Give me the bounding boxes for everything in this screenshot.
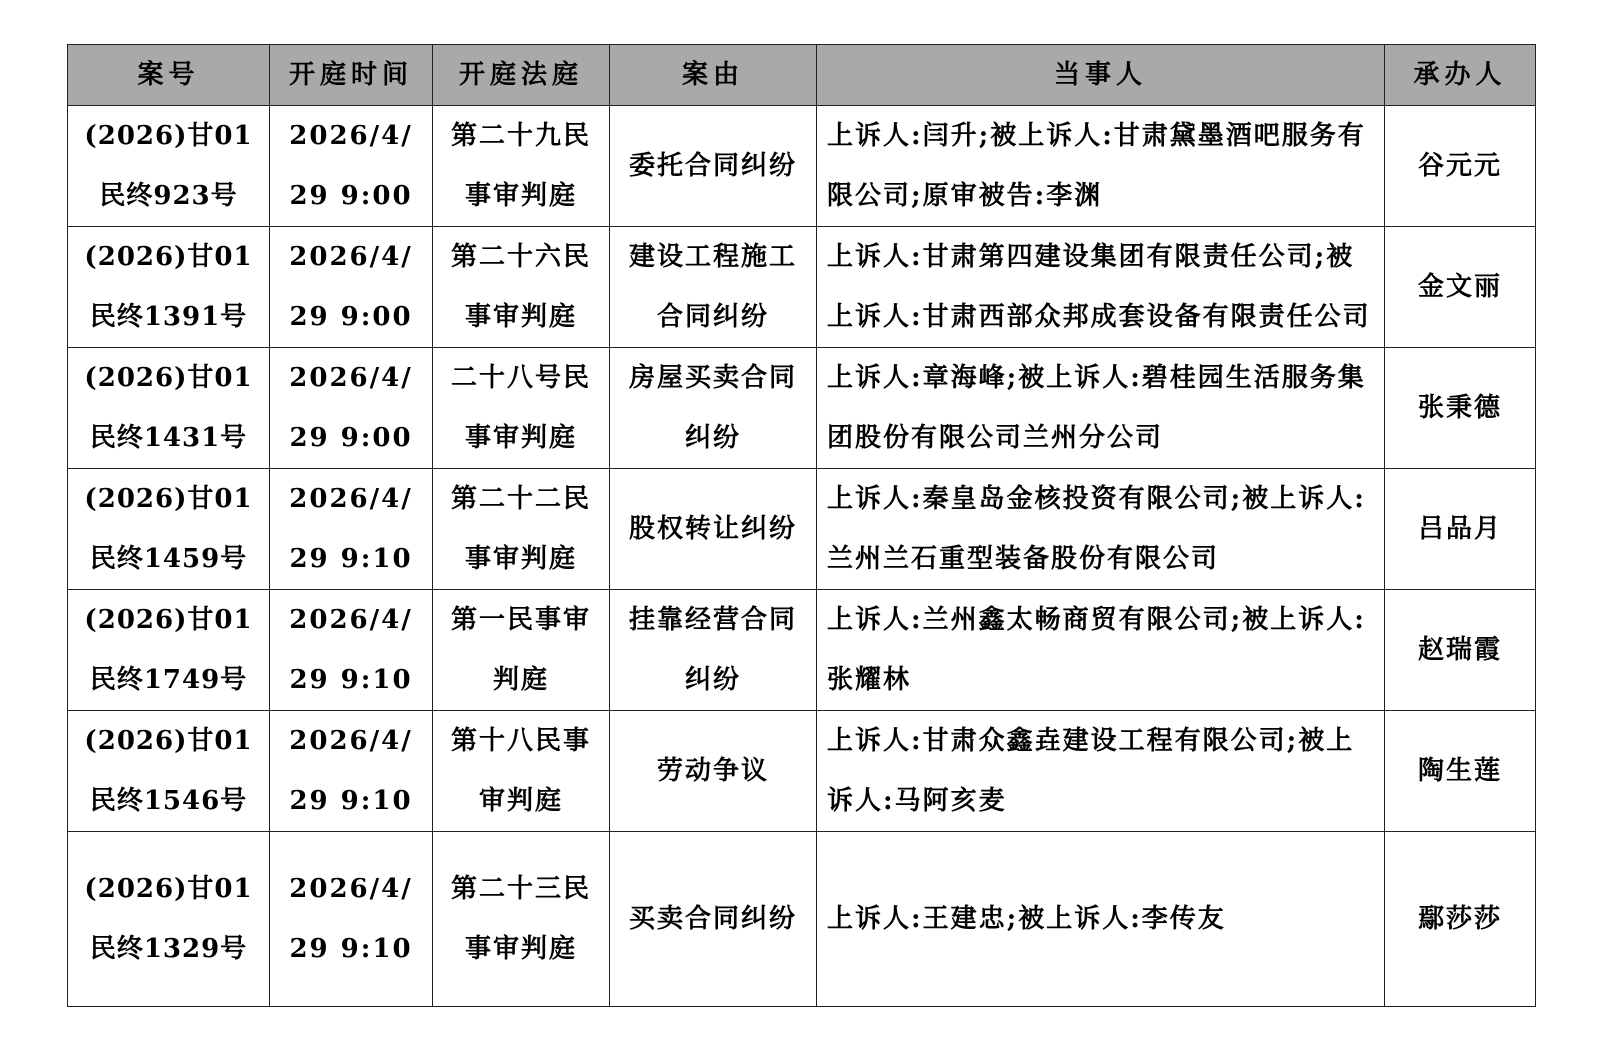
parties-cell <box>817 590 1385 711</box>
courtroom: 第二十六民事审判庭 <box>450 242 591 332</box>
cause: 劳动争议 <box>656 756 769 786</box>
cause-cell <box>610 469 817 590</box>
case-number: (2026)甘01民终1431号 <box>84 363 253 453</box>
header-handler: 承办人 <box>1385 45 1536 106</box>
handler: 金文丽 <box>1417 272 1502 302</box>
case-number: (2026)甘01民终923号 <box>84 121 253 211</box>
table-row <box>68 832 1536 1007</box>
handler-cell <box>1385 832 1536 1007</box>
courtroom-cell <box>433 106 610 227</box>
case-number-cell <box>68 348 270 469</box>
handler-cell <box>1385 227 1536 348</box>
cause-cell <box>610 590 817 711</box>
handler: 鄢莎莎 <box>1417 904 1502 934</box>
parties: 上诉人:甘肃第四建设集团有限责任公司;被上诉人:甘肃西部众邦成套设备有限责任公司 <box>827 242 1371 332</box>
parties-cell <box>817 711 1385 832</box>
case-number: (2026)甘01民终1391号 <box>84 242 253 332</box>
case-number-cell <box>68 832 270 1007</box>
parties: 上诉人:章海峰;被上诉人:碧桂园生活服务集团股份有限公司兰州分公司 <box>827 363 1366 453</box>
cause-cell <box>610 711 817 832</box>
hearing-time: 2026/4/29 9:10 <box>289 605 413 695</box>
courtroom-cell <box>433 711 610 832</box>
handler: 陶生莲 <box>1417 756 1502 786</box>
courtroom-cell <box>433 348 610 469</box>
case-number-cell <box>68 590 270 711</box>
cause-cell <box>610 348 817 469</box>
cause-cell <box>610 106 817 227</box>
courtroom: 第十八民事审判庭 <box>450 726 591 816</box>
table-row <box>68 590 1536 711</box>
hearing-time: 2026/4/29 9:00 <box>289 363 413 453</box>
table-row <box>68 227 1536 348</box>
table-header-row <box>68 45 1536 106</box>
case-number-cell <box>68 106 270 227</box>
hearing-time-cell <box>270 832 433 1007</box>
courtroom-cell <box>433 469 610 590</box>
cause: 买卖合同纠纷 <box>628 904 797 934</box>
parties-cell <box>817 106 1385 227</box>
parties: 上诉人:兰州鑫太畅商贸有限公司;被上诉人:张耀林 <box>827 605 1366 695</box>
handler: 谷元元 <box>1417 151 1502 181</box>
cause-cell <box>610 832 817 1007</box>
hearing-schedule-sheet <box>67 44 1535 1007</box>
handler-cell <box>1385 590 1536 711</box>
cause: 股权转让纠纷 <box>628 514 797 544</box>
case-number-cell <box>68 469 270 590</box>
courtroom: 第一民事审判庭 <box>450 605 591 695</box>
case-number: (2026)甘01民终1459号 <box>84 484 253 574</box>
table-row <box>68 711 1536 832</box>
hearing-time-cell <box>270 106 433 227</box>
handler: 张秉德 <box>1417 393 1502 423</box>
header-cause: 案由 <box>610 45 817 106</box>
table-row <box>68 348 1536 469</box>
handler-cell <box>1385 711 1536 832</box>
courtroom-cell <box>433 590 610 711</box>
case-number: (2026)甘01民终1546号 <box>84 726 253 816</box>
cause-cell <box>610 227 817 348</box>
courtroom-cell <box>433 832 610 1007</box>
hearing-time-cell <box>270 469 433 590</box>
handler-cell <box>1385 106 1536 227</box>
hearing-time: 2026/4/29 9:00 <box>289 242 413 332</box>
case-number-cell <box>68 711 270 832</box>
handler-cell <box>1385 348 1536 469</box>
header-parties: 当事人 <box>817 45 1385 106</box>
parties: 上诉人:闫升;被上诉人:甘肃黛墨酒吧服务有限公司;原审被告:李渊 <box>827 121 1366 211</box>
handler: 吕品月 <box>1417 514 1502 544</box>
hearing-time: 2026/4/29 9:10 <box>289 484 413 574</box>
hearing-time: 2026/4/29 9:00 <box>289 121 413 211</box>
courtroom: 第二十三民事审判庭 <box>450 874 591 964</box>
hearing-time: 2026/4/29 9:10 <box>289 726 413 816</box>
header-courtroom: 开庭法庭 <box>433 45 610 106</box>
handler-cell <box>1385 469 1536 590</box>
cause: 挂靠经营合同纠纷 <box>628 605 797 695</box>
parties-cell <box>817 832 1385 1007</box>
parties: 上诉人:甘肃众鑫垚建设工程有限公司;被上诉人:马阿亥麦 <box>827 726 1355 816</box>
hearing-time-cell <box>270 348 433 469</box>
header-hearing-time: 开庭时间 <box>270 45 433 106</box>
hearing-time: 2026/4/29 9:10 <box>289 874 413 964</box>
handler: 赵瑞霞 <box>1417 635 1502 665</box>
table-row <box>68 469 1536 590</box>
hearing-schedule-table <box>67 44 1536 1007</box>
case-number-cell <box>68 227 270 348</box>
parties-cell <box>817 227 1385 348</box>
parties-cell <box>817 469 1385 590</box>
courtroom-cell <box>433 227 610 348</box>
cause: 房屋买卖合同纠纷 <box>628 363 797 453</box>
case-number: (2026)甘01民终1749号 <box>84 605 253 695</box>
header-case-number: 案号 <box>68 45 270 106</box>
hearing-time-cell <box>270 227 433 348</box>
hearing-time-cell <box>270 590 433 711</box>
case-number: (2026)甘01民终1329号 <box>84 874 253 964</box>
parties: 上诉人:秦皇岛金核投资有限公司;被上诉人:兰州兰石重型装备股份有限公司 <box>827 484 1366 574</box>
parties-cell <box>817 348 1385 469</box>
hearing-time-cell <box>270 711 433 832</box>
courtroom: 第二十二民事审判庭 <box>450 484 591 574</box>
courtroom: 二十八号民事审判庭 <box>450 363 591 453</box>
table-row <box>68 106 1536 227</box>
cause: 委托合同纠纷 <box>628 151 797 181</box>
cause: 建设工程施工合同纠纷 <box>628 242 797 332</box>
courtroom: 第二十九民事审判庭 <box>450 121 591 211</box>
parties: 上诉人:王建忠;被上诉人:李传友 <box>827 904 1226 934</box>
